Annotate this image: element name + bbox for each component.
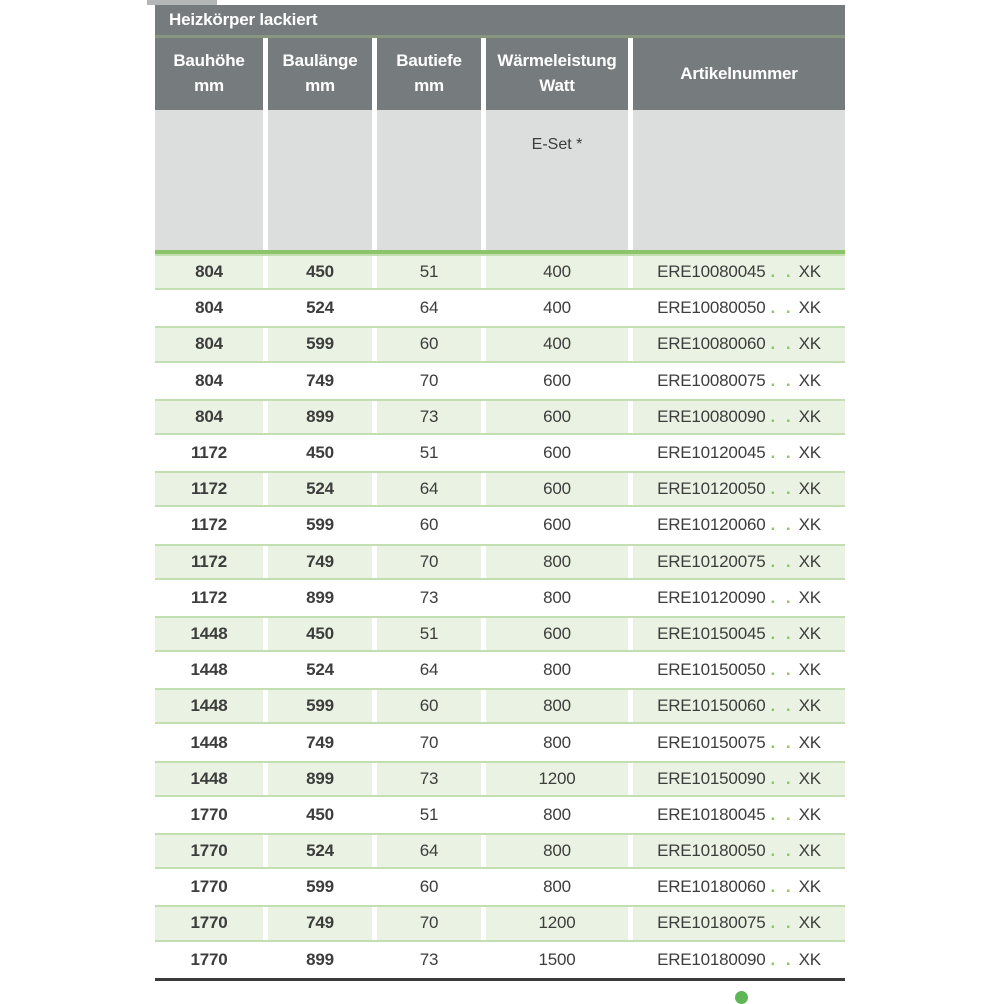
- cell-baulaenge: 599: [306, 515, 334, 535]
- table-row: [155, 869, 845, 905]
- cell-baulaenge: 749: [268, 907, 372, 939]
- cell-artikelnummer: [633, 797, 845, 833]
- column-header-bautiefe: [377, 38, 481, 110]
- cell-artikelnummer: [633, 652, 845, 688]
- cell-bautiefe: 64: [419, 298, 439, 318]
- cell-bautiefe: 64: [377, 473, 481, 505]
- cell-bauhoehe: 1448: [190, 732, 228, 752]
- cell-watt: 1200: [486, 907, 628, 939]
- cell-baulaenge: 524: [268, 835, 372, 867]
- column-header-unit: mm: [414, 76, 444, 95]
- article-code: ERE10120050: [657, 479, 766, 499]
- article-suffix: XK: [798, 479, 821, 499]
- cell-bauhoehe: 804: [155, 256, 263, 288]
- article-code: ERE10180060: [657, 877, 766, 897]
- table-title: Heizkörper lackiert: [169, 10, 318, 29]
- table-row: [155, 688, 845, 724]
- cell-bautiefe: 73: [377, 763, 481, 795]
- article-suffix: XK: [798, 660, 821, 680]
- article-dots: . .: [770, 623, 794, 643]
- column-header-label: Bauhöhe: [173, 51, 245, 71]
- cell-bautiefe: 70: [377, 907, 481, 939]
- cell-watt: 800: [543, 804, 571, 824]
- subheader-cell: [633, 110, 845, 250]
- cell-artikelnummer: [633, 401, 845, 433]
- cell-bautiefe: 73: [377, 401, 481, 433]
- cell-bauhoehe: 1172: [155, 546, 263, 578]
- cell-bauhoehe: 1770: [190, 949, 228, 969]
- cell-bautiefe: 60: [377, 690, 481, 722]
- article-dots: . .: [770, 804, 794, 824]
- cell-baulaenge: 899: [306, 949, 334, 969]
- column-header-bauhoehe: [155, 38, 263, 110]
- cell-artikelnummer: [633, 328, 845, 360]
- cell-watt: 800: [543, 732, 571, 752]
- article-dots: . .: [770, 334, 794, 354]
- cell-bauhoehe: 1448: [155, 618, 263, 650]
- article-code: ERE10120075: [657, 551, 766, 571]
- article-code: ERE10080060: [657, 334, 766, 354]
- cell-watt: 800: [486, 546, 628, 578]
- cell-artikelnummer: [633, 724, 845, 760]
- column-header-artikelnummer: [633, 38, 845, 110]
- table-row: [155, 326, 845, 362]
- article-suffix: XK: [798, 515, 821, 535]
- article-dots: . .: [770, 551, 794, 571]
- cell-watt: 600: [543, 443, 571, 463]
- column-header-unit: mm: [194, 76, 224, 95]
- cell-baulaenge: 749: [268, 546, 372, 578]
- table-row: [155, 254, 845, 290]
- article-suffix: XK: [798, 623, 821, 643]
- cell-baulaenge: 450: [306, 804, 334, 824]
- cell-bautiefe: 64: [419, 660, 439, 680]
- cell-bauhoehe: 1448: [155, 763, 263, 795]
- cell-baulaenge: 524: [268, 473, 372, 505]
- article-suffix: XK: [798, 877, 821, 897]
- article-dots: . .: [770, 877, 794, 897]
- cell-artikelnummer: [633, 690, 845, 722]
- cell-baulaenge: 450: [306, 443, 334, 463]
- table-row: [155, 544, 845, 580]
- cell-bautiefe: 60: [419, 515, 439, 535]
- article-dots: . .: [770, 298, 794, 318]
- cell-artikelnummer: [633, 546, 845, 578]
- column-header-label: Artikelnummer: [680, 63, 798, 83]
- cell-watt: 600: [486, 401, 628, 433]
- cell-bauhoehe: 1770: [190, 804, 228, 824]
- cell-bauhoehe: 1172: [155, 473, 263, 505]
- cell-watt: 600: [486, 473, 628, 505]
- table-body: [155, 254, 845, 978]
- article-suffix: XK: [798, 406, 821, 426]
- cell-bautiefe: 70: [419, 370, 439, 390]
- article-code: ERE10080075: [657, 370, 766, 390]
- table-row: [155, 616, 845, 652]
- article-code: ERE10120090: [657, 587, 766, 607]
- table-title-bar: [155, 5, 845, 35]
- table-row: [155, 652, 845, 688]
- article-dots: . .: [770, 262, 794, 282]
- table-subheader-row: [155, 110, 845, 250]
- cell-artikelnummer: [633, 363, 845, 399]
- cell-baulaenge: 899: [306, 587, 334, 607]
- column-header-waermeleistung: [486, 38, 628, 110]
- cell-baulaenge: 599: [268, 690, 372, 722]
- table-row: [155, 435, 845, 471]
- cell-bautiefe: 51: [377, 618, 481, 650]
- cell-artikelnummer: [633, 618, 845, 650]
- cell-baulaenge: 450: [268, 618, 372, 650]
- article-suffix: XK: [798, 768, 821, 788]
- cell-baulaenge: 749: [306, 370, 334, 390]
- cell-watt: 1500: [538, 949, 576, 969]
- article-suffix: XK: [798, 732, 821, 752]
- article-suffix: XK: [798, 370, 821, 390]
- column-header-baulaenge: [268, 38, 372, 110]
- cell-watt: 800: [486, 690, 628, 722]
- cell-baulaenge: 599: [268, 328, 372, 360]
- article-code: ERE10150075: [657, 732, 766, 752]
- subheader-cell: [155, 110, 263, 250]
- article-code: ERE10180045: [657, 804, 766, 824]
- cell-bauhoehe: 1448: [155, 690, 263, 722]
- article-suffix: XK: [798, 949, 821, 969]
- cell-baulaenge: 524: [306, 660, 334, 680]
- article-dots: . .: [770, 841, 794, 861]
- article-suffix: XK: [798, 587, 821, 607]
- table-row: [155, 290, 845, 326]
- cell-bauhoehe: 1770: [155, 907, 263, 939]
- cell-artikelnummer: [633, 290, 845, 326]
- cell-bautiefe: 60: [419, 877, 439, 897]
- table-bottom-border: [155, 978, 845, 981]
- article-suffix: XK: [798, 804, 821, 824]
- article-code: ERE10180050: [657, 841, 766, 861]
- subheader-cell: [268, 110, 372, 250]
- table-header-row: [155, 38, 845, 110]
- article-code: ERE10150090: [657, 768, 766, 788]
- table-row: [155, 905, 845, 941]
- article-code: ERE10150050: [657, 660, 766, 680]
- cell-artikelnummer: [633, 763, 845, 795]
- table-row: [155, 797, 845, 833]
- cell-bauhoehe: 804: [155, 401, 263, 433]
- cell-watt: 400: [486, 328, 628, 360]
- article-code: ERE10120060: [657, 515, 766, 535]
- article-dots: . .: [770, 406, 794, 426]
- article-suffix: XK: [798, 841, 821, 861]
- column-header-label: Wärmeleistung: [497, 51, 617, 71]
- subheader-cell: [377, 110, 481, 250]
- cell-watt: 400: [543, 298, 571, 318]
- cell-bautiefe: 73: [419, 949, 439, 969]
- article-code: ERE10080090: [657, 406, 766, 426]
- cell-artikelnummer: [633, 507, 845, 543]
- article-dots: . .: [770, 587, 794, 607]
- subheader-cell-eset: [486, 110, 628, 250]
- article-suffix: XK: [798, 696, 821, 716]
- cell-bauhoehe: 1770: [155, 835, 263, 867]
- article-code: ERE10150060: [657, 696, 766, 716]
- cell-watt: 800: [543, 587, 571, 607]
- cell-bautiefe: 70: [377, 546, 481, 578]
- cell-artikelnummer: [633, 835, 845, 867]
- column-header-label: Bautiefe: [396, 51, 462, 71]
- cell-bauhoehe: 1172: [190, 515, 228, 535]
- page-edge-strip: [147, 0, 217, 5]
- cell-bautiefe: 51: [419, 804, 439, 824]
- cell-bauhoehe: 1448: [190, 660, 228, 680]
- article-dots: . .: [770, 768, 794, 788]
- article-suffix: XK: [798, 551, 821, 571]
- cell-baulaenge: 749: [306, 732, 334, 752]
- cell-bautiefe: 73: [419, 587, 439, 607]
- article-code: ERE10080045: [657, 262, 766, 282]
- cell-bautiefe: 51: [419, 443, 439, 463]
- cell-baulaenge: 899: [268, 763, 372, 795]
- article-dots: . .: [770, 515, 794, 535]
- cell-bauhoehe: 804: [155, 328, 263, 360]
- table-row: [155, 363, 845, 399]
- article-code: ERE10150045: [657, 623, 766, 643]
- table-row: [155, 761, 845, 797]
- eset-label: E-Set *: [531, 136, 583, 153]
- cell-bautiefe: 70: [419, 732, 439, 752]
- cell-bautiefe: 60: [377, 328, 481, 360]
- table-row: [155, 507, 845, 543]
- table-row: [155, 833, 845, 869]
- table-row: [155, 724, 845, 760]
- cell-artikelnummer: [633, 473, 845, 505]
- article-dots: . .: [770, 370, 794, 390]
- cell-artikelnummer: [633, 907, 845, 939]
- article-code: ERE10120045: [657, 443, 766, 463]
- article-dots: . .: [770, 949, 794, 969]
- cell-bauhoehe: 1770: [190, 877, 228, 897]
- article-dots: . .: [770, 732, 794, 752]
- cell-baulaenge: 599: [306, 877, 334, 897]
- cell-bauhoehe: 1172: [190, 443, 228, 463]
- article-dots: . .: [770, 696, 794, 716]
- table-row: [155, 399, 845, 435]
- cell-watt: 1200: [486, 763, 628, 795]
- cell-artikelnummer: [633, 869, 845, 905]
- column-header-unit: Watt: [539, 76, 575, 95]
- article-dots: . .: [770, 913, 794, 933]
- cell-watt: 800: [543, 660, 571, 680]
- cell-watt: 800: [486, 835, 628, 867]
- cell-watt: 600: [486, 618, 628, 650]
- column-header-label: Baulänge: [282, 51, 358, 71]
- cell-bauhoehe: 804: [195, 298, 223, 318]
- article-dots: . .: [770, 443, 794, 463]
- page-marker-dot: [735, 991, 748, 1004]
- cell-bautiefe: 51: [377, 256, 481, 288]
- article-code: ERE10180090: [657, 949, 766, 969]
- article-code: ERE10080050: [657, 298, 766, 318]
- cell-artikelnummer: [633, 942, 845, 978]
- cell-baulaenge: 524: [306, 298, 334, 318]
- cell-watt: 600: [543, 515, 571, 535]
- product-table: [155, 0, 845, 981]
- article-suffix: XK: [798, 443, 821, 463]
- cell-watt: 400: [486, 256, 628, 288]
- article-suffix: XK: [798, 334, 821, 354]
- article-dots: . .: [770, 479, 794, 499]
- column-header-unit: mm: [305, 76, 335, 95]
- cell-bauhoehe: 804: [195, 370, 223, 390]
- article-suffix: XK: [798, 298, 821, 318]
- table-row: [155, 471, 845, 507]
- cell-bauhoehe: 1172: [190, 587, 228, 607]
- cell-artikelnummer: [633, 580, 845, 616]
- cell-artikelnummer: [633, 256, 845, 288]
- article-suffix: XK: [798, 913, 821, 933]
- article-dots: . .: [770, 660, 794, 680]
- cell-artikelnummer: [633, 435, 845, 471]
- cell-baulaenge: 899: [268, 401, 372, 433]
- cell-bautiefe: 64: [377, 835, 481, 867]
- table-row: [155, 942, 845, 978]
- cell-watt: 600: [543, 370, 571, 390]
- article-suffix: XK: [798, 262, 821, 282]
- table-row: [155, 580, 845, 616]
- cell-watt: 800: [543, 877, 571, 897]
- cell-baulaenge: 450: [268, 256, 372, 288]
- article-code: ERE10180075: [657, 913, 766, 933]
